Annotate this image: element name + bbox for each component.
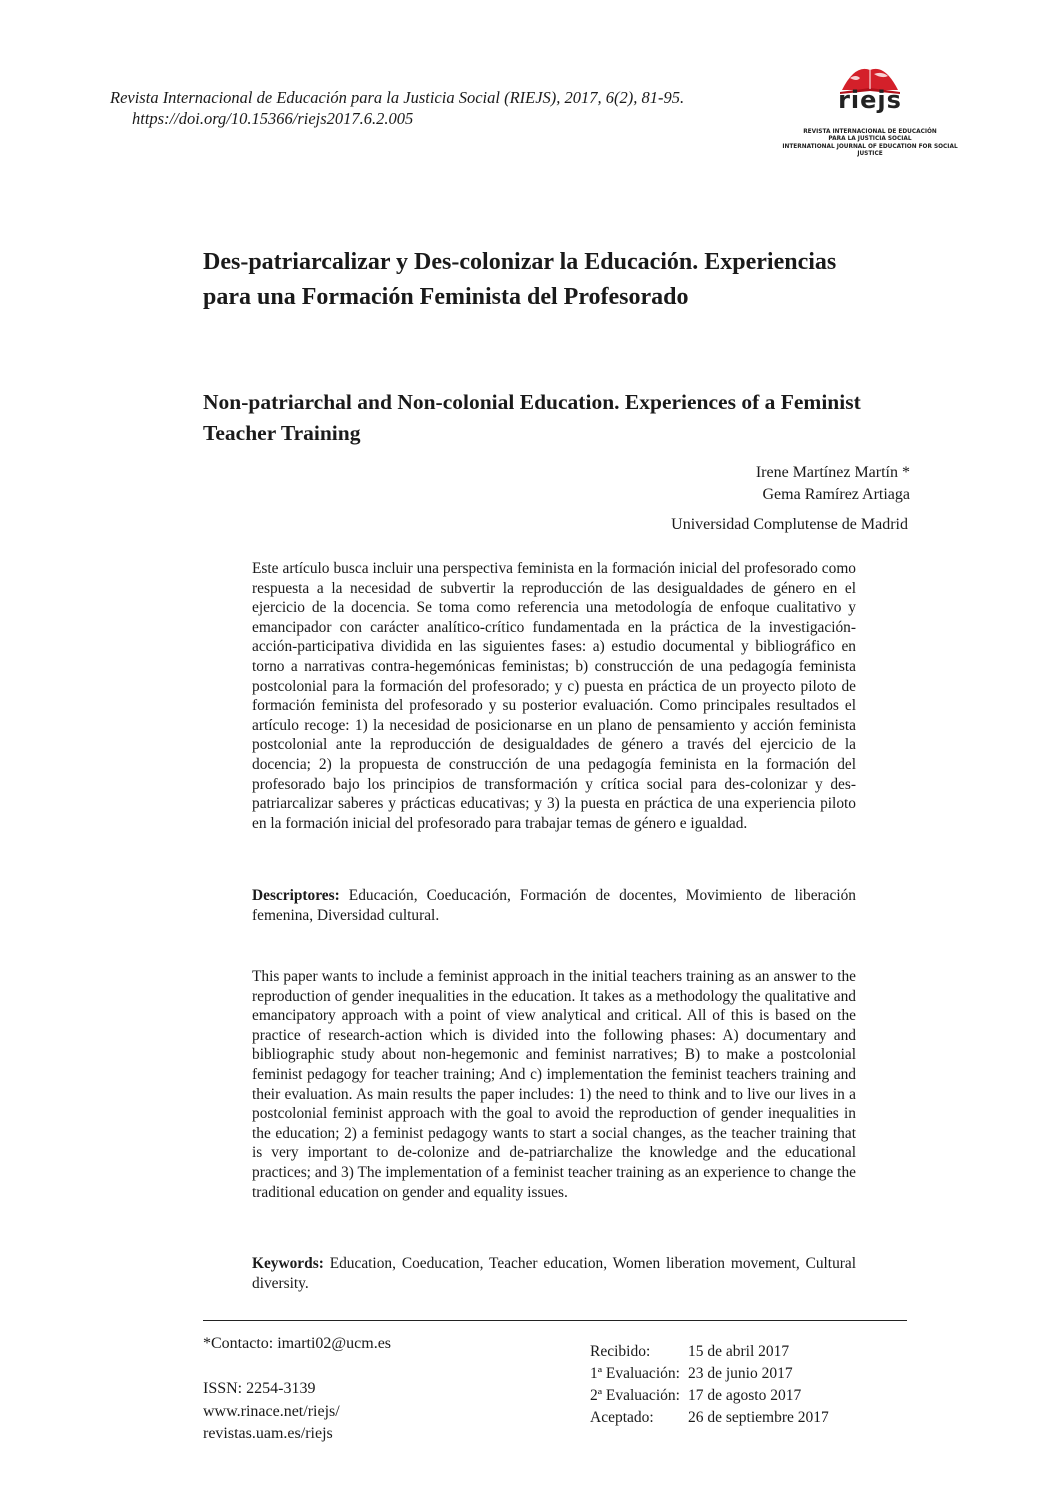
- date-row: [590, 1341, 829, 1363]
- date-label: 2ª Evaluación:: [590, 1387, 680, 1404]
- submission-dates: [590, 1341, 829, 1429]
- footer-divider: [203, 1320, 907, 1321]
- date-row: [590, 1385, 829, 1407]
- authors: [756, 462, 910, 506]
- author-1: Irene Martínez Martín *: [755, 464, 910, 481]
- date-row: [590, 1363, 829, 1385]
- abstract-english: This paper wants to include a feminist approach in the initial teachers training as an answer to the reproduction of gender inequalities in the education. It takes as a methodology the qualitative and emancipatory approach with a point of view analytical and critical. All of this is based on the practice of research-action which is divided into the following phases: A) documentary and bibliographic study about non-hegemonic and feminist narratives; B) to make a postcolonial feminist pedagogy for teacher training; And c) implementation the feminist teachers training and their evaluation. As main results the paper includes: 1) the need to think and to live our lives in a postcolonial feminist approach with the goal to avoid the reproduction of gender inequalities in the education; 2) a feminist pedagogy wants to start a social changes, as the teacher training that is very important to de-colonize and de-patriarchalize the knowledge and the educational practices; and 3) The implementation of a feminist teacher training as an experience to change the traditional education on gender and equality issues.: [252, 968, 856, 1201]
- journal-citation: Revista Internacional de Educación para la Justicia Social (RIEJS), 2017, 6(2), 81-95.: [110, 88, 685, 107]
- journal-identifiers: [203, 1378, 340, 1446]
- keywords-english: [252, 1254, 856, 1293]
- date-value: 23 de junio 2017: [688, 1365, 793, 1382]
- date-label: Aceptado:: [590, 1409, 654, 1426]
- logo-line-2: PARA LA JUSTICIA SOCIAL: [828, 136, 912, 142]
- author-2: Gema Ramírez Artiaga: [762, 486, 910, 503]
- logo-acronym: riejs: [838, 86, 902, 114]
- date-label: 1ª Evaluación:: [590, 1365, 680, 1382]
- doi-link[interactable]: https://doi.org/10.15366/riejs2017.6.2.005: [132, 109, 414, 128]
- abstract-spanish: Este artículo busca incluir una perspectiva feminista en la formación inicial del profesorado como respuesta a la necesidad de subvertir la reproducción de las desigualdades de género en el ejercicio de la docencia. Se toma como referencia una metodología de enfoque cualitativo y emancipador con carácter analítico-crítico fundamentada en la práctica de la investigación-acción-participativa dividida en las siguientes fases: a) estudio documental y bibliográfico en torno a narrativas contra-hegemónicas feministas; b) construcción de una pedagogía feminista postcolonial para la formación del profesorado; y c) puesta en práctica de un proyecto piloto de formación feminista del profesorado y su posterior evaluación. Como principales resultados el artículo recoge: 1) la necesidad de posicionarse en un plano de pensamiento y acción feminista postcolonial ante la reproducción de desigualdades de género a través del ejercicio de la docencia; 2) la propuesta de construcción de una pedagogía feminista en la formación del profesorado bajo los principios de transformación y crítica social para des-colonizar y des-patriarcalizar saberes y prácticas educativas; y 3) la puesta en práctica de una experiencia piloto en la formación inicial del profesorado para trabajar temas de género e igualdad.: [252, 560, 856, 832]
- journal-logo: [780, 56, 960, 156]
- date-value: 17 de agosto 2017: [688, 1387, 802, 1404]
- date-label: Recibido:: [590, 1343, 651, 1360]
- keywords-spanish-text: Educación, Coeducación, Formación de docentes, Movimiento de liberación femenina, Diversidad cultural.: [252, 887, 856, 924]
- keywords-spanish-label: Descriptores:: [252, 887, 340, 904]
- contact-email[interactable]: *Contacto: imarti02@ucm.es: [203, 1335, 392, 1352]
- logo-line-1: REVISTA INTERNACIONAL DE EDUCACIÓN: [803, 129, 937, 135]
- date-value: 15 de abril 2017: [688, 1343, 790, 1360]
- issn: ISSN: 2254-3139: [203, 1380, 316, 1397]
- journal-citation-header: [110, 87, 790, 129]
- date-row: [590, 1407, 829, 1429]
- keywords-english-label: Keywords:: [252, 1255, 324, 1272]
- logo-line-3: INTERNATIONAL JOURNAL OF EDUCATION FOR SOCIAL JUSTICE: [782, 144, 958, 157]
- keywords-english-text: Education, Coeducation, Teacher education, Women liberation movement, Cultural diversity.: [252, 1255, 856, 1292]
- keywords-spanish: [252, 886, 856, 925]
- journal-url-1[interactable]: www.rinace.net/riejs/: [203, 1402, 340, 1420]
- title-english: Non-patriarchal and Non-colonial Education. Experiences of a Feminist Teacher Training: [203, 390, 861, 445]
- affiliation: Universidad Complutense de Madrid: [671, 516, 908, 533]
- title-spanish: Des-patriarcalizar y Des-colonizar la Educación. Experiencias para una Formación Feminista del Profesorado: [203, 249, 837, 310]
- journal-url-2[interactable]: revistas.uam.es/riejs: [203, 1425, 333, 1442]
- date-value: 26 de septiembre 2017: [688, 1409, 829, 1426]
